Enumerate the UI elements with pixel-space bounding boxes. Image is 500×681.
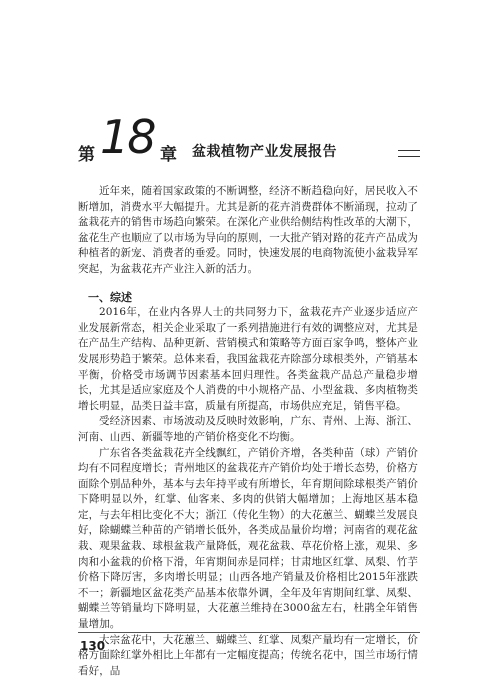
chapter-number: 18 [100, 110, 155, 164]
intro-paragraph: 近年来，随着国家政策的不断调整，经济不断趋稳向好，居民收入不断增加，消费水平大幅提升。尤其是新的花卉消费群体不断涌现，拉动了盆栽花卉的销售市场趋向繁荣。在深化产业供给侧结构性改革的大潮下，盆花生产也顺应了以市场为导向的原则，一大批产销对路的花卉产品成为种植者的新宠、消费者的垂爱。同时，快速发展的电商物流使小盆栽异军突起，为盆栽花卉产业注入新的活力。 [78, 185, 418, 275]
paragraph: 大宗盆花中，大花蕙兰、蝴蝶兰、红掌、凤梨产量均有一定增长，价格方面除红掌外相比上年都有一定幅度提高；传统名花中，国兰市场行情看好，品 [78, 633, 418, 677]
footer-rule [78, 632, 420, 633]
chapter-title: 盆栽植物产业发展报告 [192, 144, 337, 160]
section-spacer [78, 278, 418, 290]
body-text [78, 184, 418, 679]
chapter-suffix: 章 [160, 145, 177, 165]
section-heading: 一、综述 [88, 290, 132, 304]
paragraph: 受经济因素、市场波动及反映时效影响，广东、青州、上海、浙江、河南、山西、新疆等地的产销价格变化不均衡。 [78, 415, 418, 443]
paragraph: 广东省各类盆栽花卉全线飘红，产销价齐增，各类种苗（球）产销价均有不同程度增长；青州地区的盆栽花卉产销价均处于增长态势，价格方面除个别品种外，基本与去年持平或有所增长，年育期间除球根类产销价下降明显以外，红掌、仙客来、多肉的供销大幅增加；上海地区基本稳定，与去年相比变化不大；浙江（传化生物）的大花蕙兰、蝴蝶兰发展良好，除蝴蝶兰种苗的产销增长低外，各类成品量价均增；河南省的观花盆栽、观果盆栽、球根盆栽产量降低，观花盆栽、草花价格上涨，观果、多肉和小盆栽的价格下滑，年宵期间赤是同样；甘肃地区红掌、凤梨、竹芋价格下降厉害，多肉增长明显；山西各地产销量及价格相比2015年涨跌不一；新疆地区盆花类产品基本依靠外调，全年及年宵期间红掌、凤梨、蝴蝶兰等销量均下降明显，大花蕙兰维持在3000盆左右，杜鹃全年销售量增加。 [78, 446, 418, 631]
paragraph: 2016年，在业内各界人士的共同努力下，盆栽花卉产业逐步适应产业发展新常态，相关企业采取了一系列措施进行有效的调整应对，尤其是在产品生产结构、品种更新、营销模式和策略等方面百家争鸣，整体产业发展形势趋于繁荣。总体来看，我国盆栽花卉除部分球根类外，产销基本平衡，价格受市场调节因素基本回归理性。各类盆栽产品总产量稳步增长，尤其是适应家庭及个人消费的中小规格产品、小型盆栽、多肉植物类增长明显，品类日益丰富，质量有所提高，市场供应充足，销售平稳。 [78, 306, 418, 412]
chapter-prefix: 第 [78, 145, 95, 165]
chapter-heading [78, 110, 420, 165]
page-number: 130 [80, 639, 106, 653]
chapter-rule-decoration [398, 150, 420, 157]
